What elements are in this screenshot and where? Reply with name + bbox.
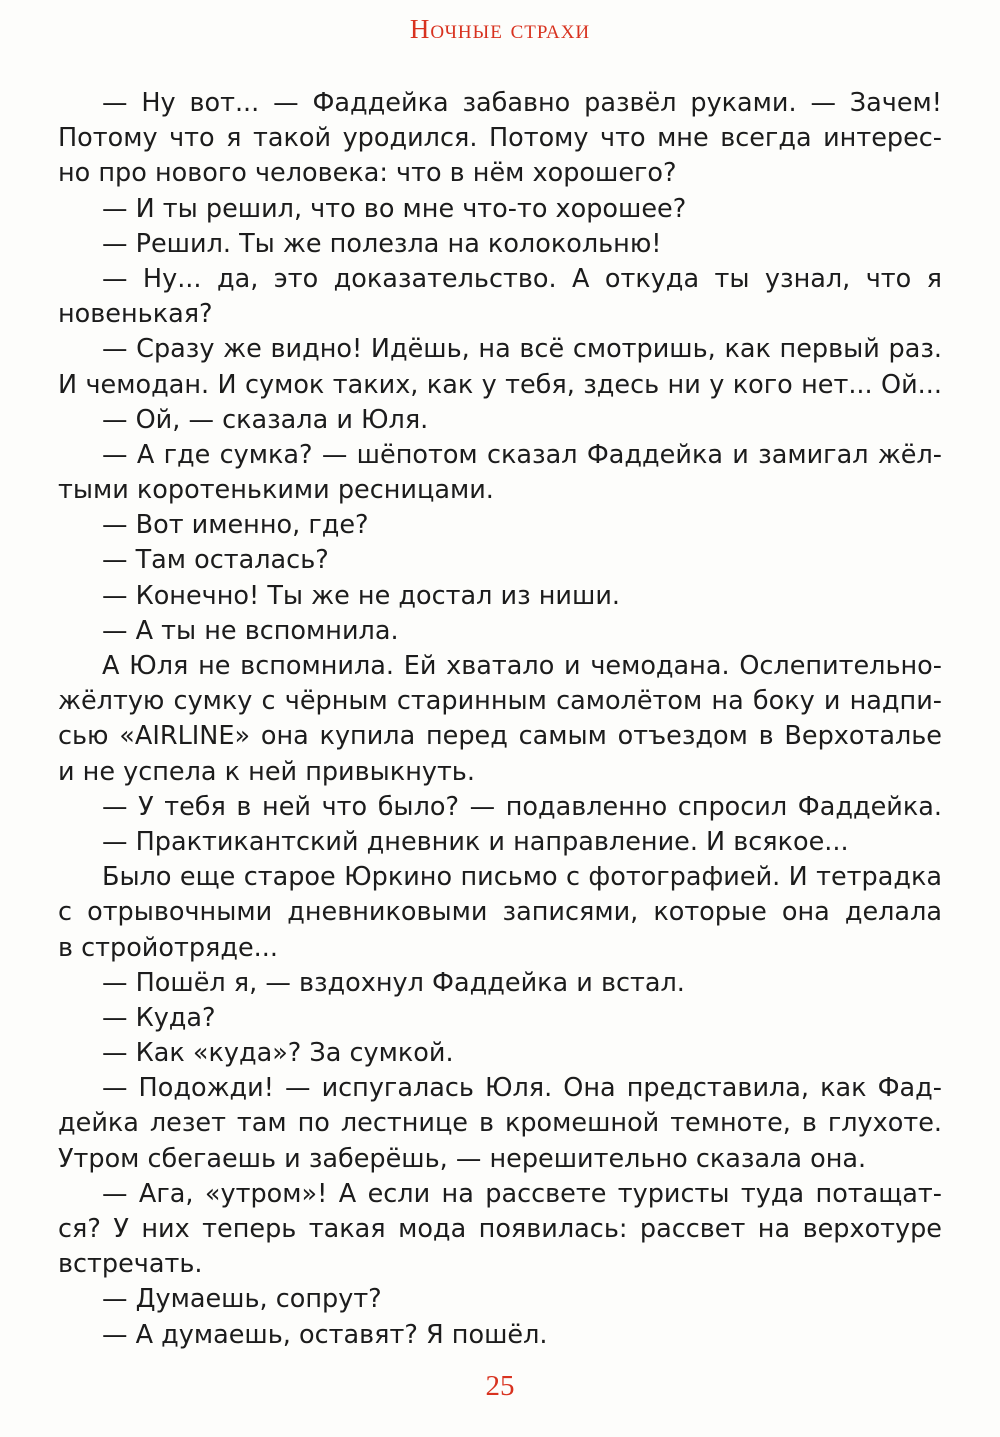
text-line: А Юля не вспомнила. Ей хватало и чемодана. Ослепительно- (102, 651, 942, 681)
text-line: — Ага, «утром»! А если на рассвете туристы туда потащат- (102, 1178, 942, 1209)
text-line: и не успела к ней привыкнуть. (58, 756, 475, 787)
text-line: — У тебя в ней что было? — подавленно спросил Фаддейка. (102, 791, 942, 822)
text-line: Было еще старое Юркино письмо с фотографией. И тетрадка (102, 862, 942, 893)
text-line: — И ты решил, что во мне что-то хорошее? (102, 193, 687, 224)
text-line: — Сразу же видно! Идёшь, на всё смотришь, как первый раз. (102, 334, 942, 365)
text-line: — Подожди! — испугалась Юля. Она представила, как Фад- (102, 1073, 942, 1104)
text-line: — Практикантский дневник и направление. И всякое... (102, 826, 849, 857)
text-line: но про нового человека: что в нём хорошего? (58, 158, 677, 189)
text-line: Потому что я такой уродился. Потому что мне всегда интерес- (58, 123, 942, 154)
text-line: ся? У них теперь такая мода появилась: рассвет на верхотуре (58, 1214, 942, 1244)
text-line: — Конечно! Ты же не достал из ниши. (102, 580, 621, 611)
text-line: с отрывочными дневниковыми записями, которые она делала (58, 897, 942, 928)
text-line: в стройотряде... (58, 932, 278, 963)
text-line: — А где сумка? — шёпотом сказал Фаддейка и замигал жёл- (102, 439, 942, 470)
text-line: тыми коротенькими ресницами. (58, 475, 494, 506)
text-line: — Ну... да, это доказательство. А откуда ты узнал, что я (102, 263, 942, 294)
text-line: И чемодан. И сумок таких, как у тебя, здесь ни у кого нет... Ой... (58, 369, 942, 400)
body-text (58, 86, 942, 1353)
text-line: — Там осталась? (102, 545, 329, 576)
page-number: 25 (485, 1370, 515, 1402)
text-line: встречать. (58, 1249, 203, 1280)
text-line: — Думаешь, сопрут? (102, 1284, 382, 1315)
text-line: — Ой, — сказала и Юля. (102, 404, 429, 435)
text-line: — А думаешь, оставят? Я пошёл. (102, 1319, 548, 1350)
text-line: Утром сбегаешь и заберёшь, — нерешительно сказала она. (58, 1143, 867, 1174)
text-line: — А ты не вспомнила. (102, 615, 399, 646)
text-line: — Как «куда»? За сумкой. (102, 1038, 454, 1069)
text-line: жёлтую сумку с чёрным старинным самолётом на боку и надпи- (58, 686, 942, 717)
running-head: Ночные страхи (409, 14, 591, 44)
text-line: — Решил. Ты же полезла на колокольню! (102, 228, 662, 259)
text-line: — Куда? (102, 1002, 216, 1033)
text-line: дейка лезет там по лестнице в кромешной темноте, в глухоте. (58, 1108, 942, 1139)
text-line: новенькая? (58, 299, 213, 330)
text-line: — Ну вот... — Фаддейка забавно развёл руками. — Зачем! (102, 88, 942, 118)
text-line: — Вот именно, где? (102, 510, 369, 541)
text-line: — Пошёл я, — вздохнул Фаддейка и встал. (102, 967, 685, 998)
text-line: сью «AIRLINE» она купила перед самым отъездом в Верхоталье (58, 721, 942, 752)
